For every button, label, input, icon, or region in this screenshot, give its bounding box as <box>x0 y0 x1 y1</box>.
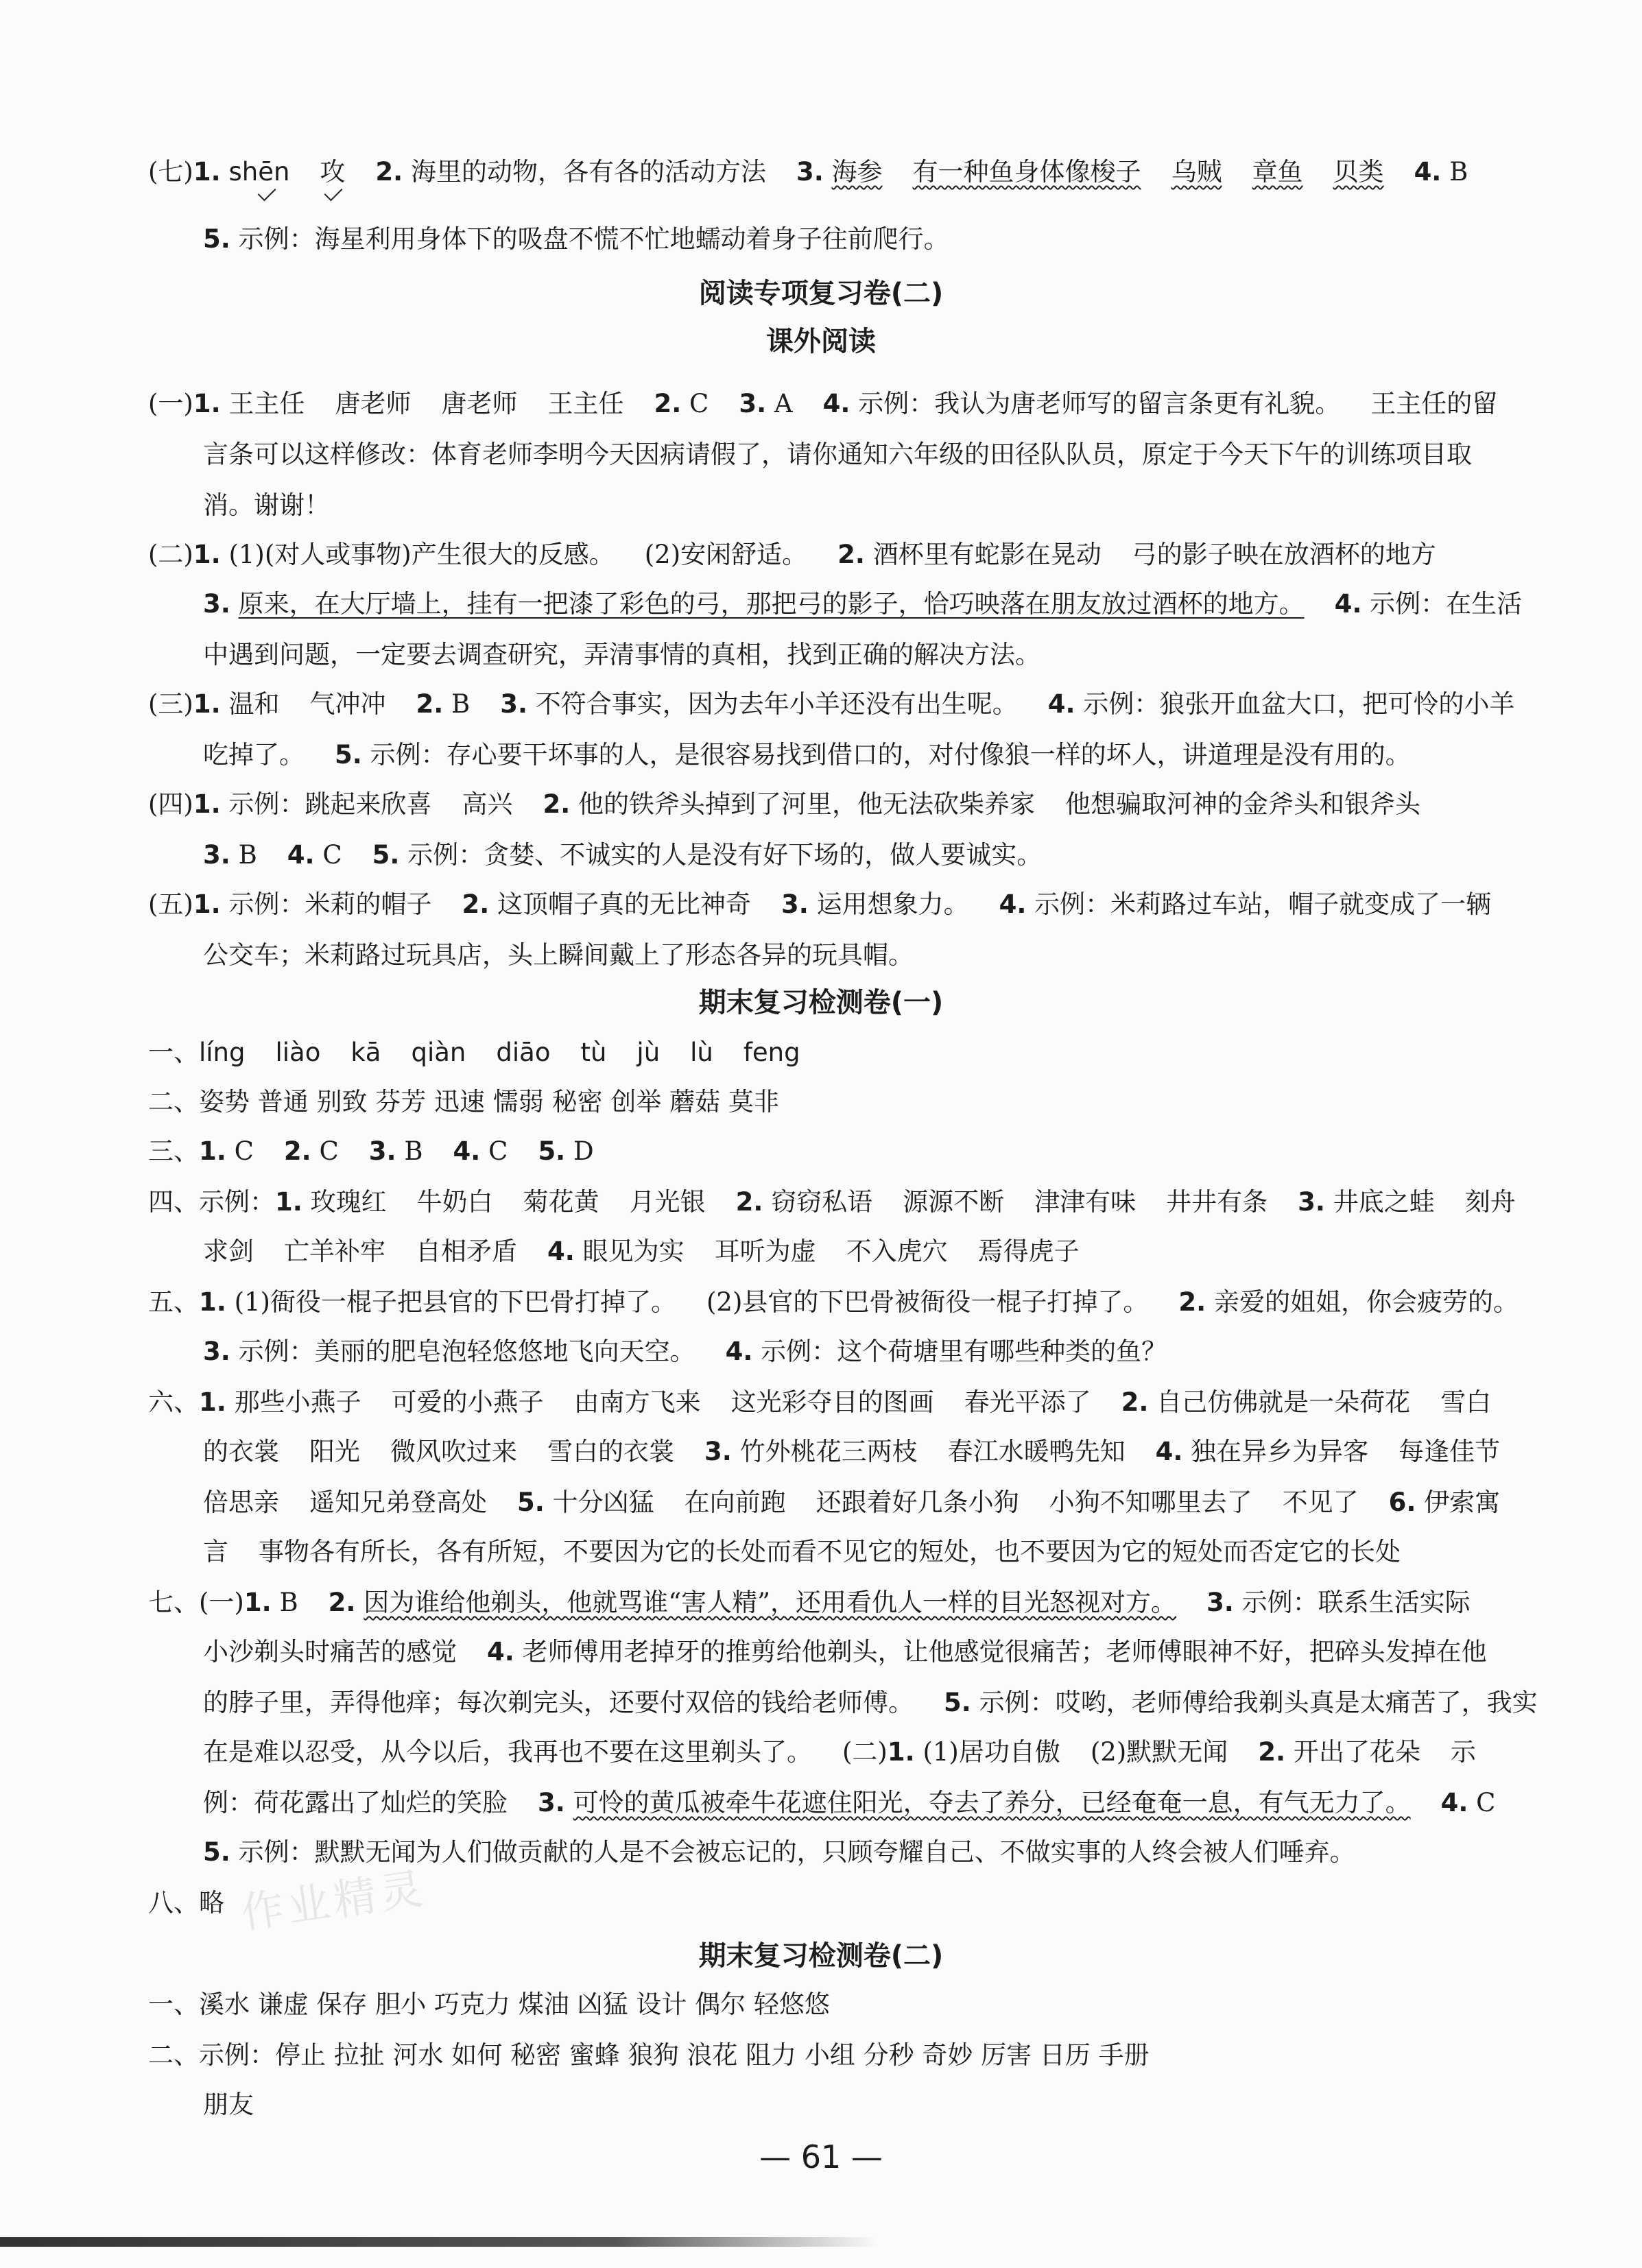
answer-line: 5. 示例：默默无闻为人们做贡献的人是不会被忘记的，只顾夸耀自己、不做实事的人终会被人们唾弃。 <box>203 1837 1355 1867</box>
answer-line: 言 事物各有所长，各有所短，不要因为它的长处而看不见它的短处，也不要因为它的短处而否定它的长处 <box>203 1537 1401 1566</box>
section-title: 阅读专项复习卷(二) <box>698 278 944 309</box>
answer-line: 二、示例：停止 拉扯 河水 如何 秘密 蜜蜂 狼狗 浪花 阻力 小组 分秒 奇妙 厉害 日历 手册 <box>148 2040 1150 2070</box>
answer-line: 一、溪水 谦虚 保存 胆小 巧克力 煤油 凶猛 设计 偶尔 轻悠悠 <box>148 1990 830 2019</box>
answer-line: (一)1. 王主任 唐老师 唐老师 王主任 2. C 3. A 4. 示例：我认为唐老师写的留言条更有礼貌。 王主任的留 <box>148 389 1498 418</box>
answer-line: 五、1. (1)衙役一棍子把县官的下巴骨打掉了。 (2)县官的下巴骨被衙役一棍子打掉了。 2. 亲爱的姐姐，你会疲劳的。 <box>148 1287 1519 1317</box>
answer-line: 四、示例：1. 玫瑰红 牛奶白 菊花黄 月光银 2. 窃窃私语 源源不断 津津有味 井井有条 3. 井底之蛙 刻舟 <box>148 1187 1516 1217</box>
page-number: — 61 — <box>759 2138 883 2175</box>
answer-line: 六、1. 那些小燕子 可爱的小燕子 由南方飞来 这光彩夺目的图画 春光平添了 2. 自己仿佛就是一朵荷花 雪白 <box>148 1387 1492 1417</box>
answer-line: 中遇到问题，一定要去调查研究，弄清事情的真相，找到正确的解决方法。 <box>203 640 1040 669</box>
answer-line: 5. 示例：海星利用身体下的吸盘不慌不忙地蠕动着身子往前爬行。 <box>203 224 949 254</box>
answer-line: 3. B 4. C 5. 示例：贪婪、不诚实的人是没有好下场的，做人要诚实。 <box>203 840 1043 870</box>
answer-line: 小沙剃头时痛苦的感觉 4. 老师傅用老掉牙的推剪给他剃头，让他感觉很痛苦；老师傅眼神不好，把碎头发掉在他 <box>203 1637 1487 1667</box>
answer-line: 七、(一)1. B 2. 因为谁给他剃头，他就骂谁“害人精”，还用看仇人一样的目光怒视对方。 3. 示例：联系生活实际 <box>148 1588 1471 1617</box>
answer-line: 3. 原来，在大厅墙上，挂有一把漆了彩色的弓，那把弓的影子，恰巧映落在朋友放过酒杯的地方。 4. 示例：在生活 <box>203 589 1523 619</box>
scan-edge-bar <box>0 2237 878 2247</box>
watermark: 作业精灵 <box>237 1863 430 1939</box>
answer-line: 倍思亲 遥知兄弟登高处 5. 十分凶猛 在向前跑 还跟着好几条小狗 小狗不知哪里去了 不见了 6. 伊索寓 <box>203 1488 1501 1517</box>
answer-line: (四)1. 示例：跳起来欣喜 高兴 2. 他的铁斧头掉到了河里，他无法砍柴养家 他想骗取河神的金斧头和银斧头 <box>148 789 1421 819</box>
section-title: 期末复习检测卷(一) <box>698 987 944 1018</box>
section-title: 期末复习检测卷(二) <box>698 1940 944 1972</box>
answer-line: 朋友 <box>203 2090 254 2119</box>
answer-line: 消。谢谢！ <box>203 490 330 520</box>
answer-line: 八、略 <box>148 1888 224 1918</box>
answer-line: 求剑 亡羊补牢 自相矛盾 4. 眼见为实 耳听为虚 不入虎穴 焉得虎子 <box>203 1237 1080 1266</box>
answer-line: 公交车；米莉路过玩具店，头上瞬间戴上了形态各异的玩具帽。 <box>203 940 914 970</box>
answer-line: (五)1. 示例：米莉的帽子 2. 这顶帽子真的无比神奇 3. 运用想象力。 4. 示例：米莉路过车站，帽子就变成了一辆 <box>148 890 1492 919</box>
answer-line: 在是难以忍受，从今以后，我再也不要在这里剃头了。 (二)1. (1)居功自傲 (2)默默无闻 2. 开出了花朵 示 <box>203 1737 1476 1767</box>
answer-line: (七)1. shēn 攻 2. 海里的动物，各有各的活动方法 3. 海参 有一种鱼身体像梭子 乌贼 章鱼 贝类 4. B <box>148 157 1468 187</box>
answer-line: 3. 示例：美丽的肥皂泡轻悠悠地飞向天空。 4. 示例：这个荷塘里有哪些种类的鱼？ <box>203 1337 1167 1366</box>
answer-line: 的衣裳 阳光 微风吹过来 雪白的衣裳 3. 竹外桃花三两枝 春江水暖鸭先知 4. 独在异乡为异客 每逢佳节 <box>203 1437 1501 1466</box>
answer-line: 一、líng liào kā qiàn diāo tù jù lù feng <box>148 1038 800 1067</box>
answer-line: 二、姿势 普通 别致 芬芳 迅速 懦弱 秘密 创举 蘑菇 莫非 <box>148 1087 779 1117</box>
answer-line: (二)1. (1)(对人或事物)产生很大的反感。 (2)安闲舒适。 2. 酒杯里有蛇影在晃动 弓的影子映在放酒杯的地方 <box>148 540 1436 569</box>
answer-line: 的脖子里，弄得他痒；每次剃完头，还要付双倍的钱给老师傅。 5. 示例：哎哟，老师傅给我剃头真是太痛苦了，我实 <box>203 1688 1538 1717</box>
answer-line: (三)1. 温和 气冲冲 2. B 3. 不符合事实，因为去年小羊还没有出生呢。 4. 示例：狼张开血盆大口，把可怜的小羊 <box>148 689 1515 719</box>
answer-line: 言条可以这样修改：体育老师李明今天因病请假了，请你通知六年级的田径队队员，原定于今天下午的训练项目取 <box>203 440 1472 469</box>
answer-line: 三、1. C 2. C 3. B 4. C 5. D <box>148 1136 594 1166</box>
section-subtitle: 课外阅读 <box>766 326 876 357</box>
answer-line: 吃掉了。 5. 示例：存心要干坏事的人，是很容易找到借口的，对付像狼一样的坏人，讲道理是没有用的。 <box>203 740 1411 769</box>
answer-line: 例：荷花露出了灿烂的笑脸 3. 可怜的黄瓜被牵牛花遮住阳光，夺去了养分，已经奄奄一息，有气无力了。 4. C <box>203 1788 1496 1817</box>
